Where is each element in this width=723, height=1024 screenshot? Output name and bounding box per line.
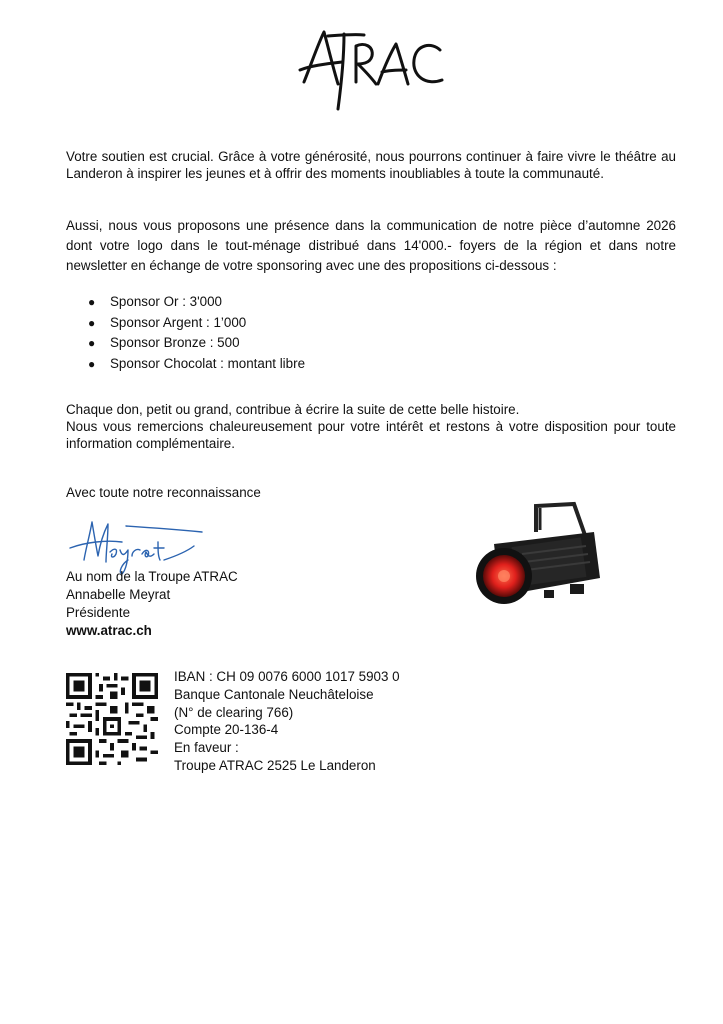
signer-role: Présidente [66, 605, 131, 620]
offer-paragraph: Aussi, nous vous proposons une présence dans la communication de notre pièce d’automne 2026 dont votre logo dans le tout-ménage distribué dans 14'000.- foyers de la région et dans notre newsletter en échange de votre sponsoring avec une des propositions ci-dessous : [66, 218, 676, 273]
clearing-line: (N° de clearing 766) [174, 704, 294, 720]
closing-line: Avec toute notre reconnaissance [66, 485, 261, 500]
list-item: ● Sponsor Or : 3'000 [88, 292, 305, 313]
beneficiary-line: Troupe ATRAC 2525 Le Landeron [174, 757, 376, 773]
bullet-icon: ● [88, 336, 96, 350]
on-behalf-line: Au nom de la Troupe ATRAC [66, 569, 238, 584]
account-line: Compte 20-136-4 [174, 722, 279, 738]
bullet-icon: ● [88, 315, 96, 330]
thanks-line-1: Chaque don, petit ou grand, contribue à écrire la suite de cette belle histoire. [66, 402, 520, 417]
website-link[interactable]: www.atrac.ch [66, 623, 152, 638]
intro-paragraph: Votre soutien est crucial. Grâce à votre générosité, nous pourrons continuer à faire vivre le théâtre au Landeron à inspirer les jeunes et à offrir des moments inoubliables à toute la communauté. [66, 149, 676, 181]
signer-name: Annabelle Meyrat [66, 587, 171, 602]
list-item: ● Sponsor Chocolat : montant libre [88, 354, 305, 375]
bank-details [174, 668, 400, 775]
bullet-icon: ● [88, 356, 96, 371]
qr-code-icon [66, 673, 158, 765]
in-favour-line: En faveur : [174, 740, 239, 756]
thanks-paragraph [66, 401, 676, 452]
sponsor-list [88, 292, 305, 374]
list-item: ● Sponsor Bronze : 500 [88, 333, 305, 354]
iban-line: IBAN : CH 09 0076 6000 1017 5903 0 [174, 669, 400, 684]
list-item: ● Sponsor Argent : 1’000 [88, 313, 305, 334]
atrac-logo [298, 24, 448, 114]
signer-block [66, 568, 238, 640]
bank-name: Banque Cantonale Neuchâteloise [174, 686, 374, 702]
stage-spotlight-icon [474, 498, 614, 620]
thanks-line-2: Nous vous remercions chaleureusement pour votre intérêt et restons à votre disposition pour toute information complémentaire. [66, 419, 676, 451]
bullet-icon: ● [88, 295, 96, 309]
